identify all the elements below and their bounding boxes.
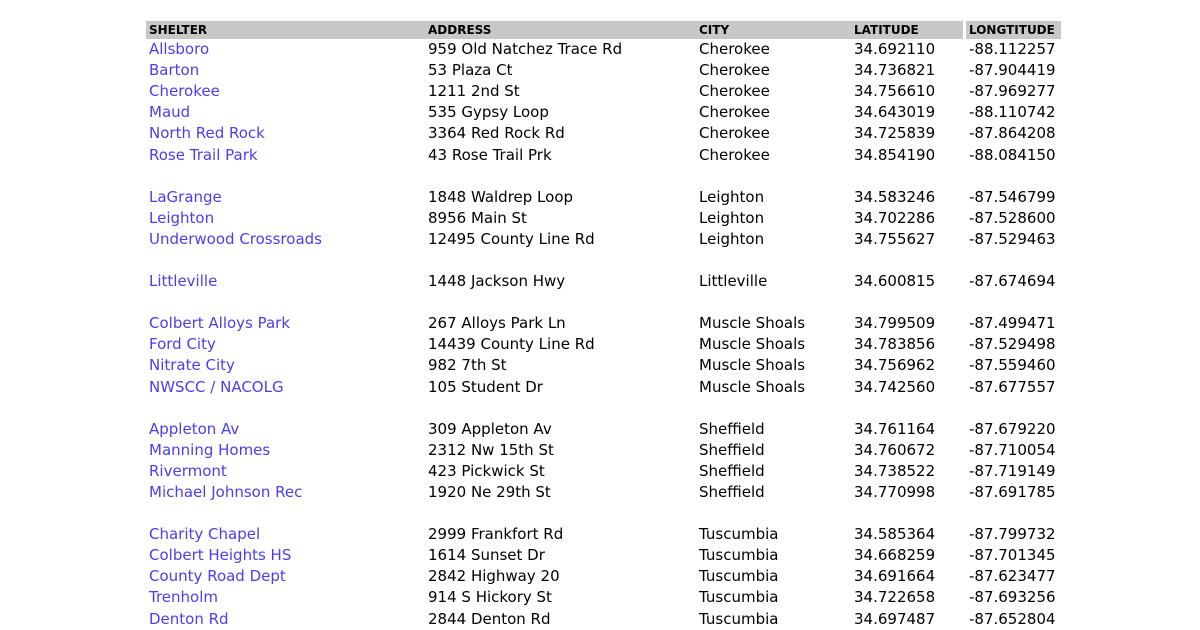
latitude-cell: 34.854190 xyxy=(854,145,936,164)
latitude-cell: 34.691664 xyxy=(854,567,936,586)
column-header-shelter: SHELTER xyxy=(146,21,425,39)
spacer-cell xyxy=(146,166,1061,187)
longitude-cell: -87.623477 xyxy=(969,567,1056,586)
address-cell: 53 Plaza Ct xyxy=(428,61,513,80)
city-cell: Tuscumbia xyxy=(699,525,779,544)
latitude-cell: 34.585364 xyxy=(854,525,936,544)
shelter-name-link[interactable]: Cherokee xyxy=(149,82,220,101)
column-header-longitude: LONGTITUDE xyxy=(966,21,1061,39)
shelter-name-link[interactable]: Barton xyxy=(149,61,200,80)
shelter-name-link[interactable]: Maud xyxy=(149,103,191,122)
longitude-cell: -87.674694 xyxy=(969,272,1056,291)
longitude-cell: -88.110742 xyxy=(969,103,1056,122)
column-header-address: ADDRESS xyxy=(425,21,696,39)
longitude-cell: -87.693256 xyxy=(969,588,1056,607)
latitude-cell: 34.668259 xyxy=(854,546,936,565)
shelter-name-link[interactable]: LaGrange xyxy=(149,187,222,206)
address-cell: 423 Pickwick St xyxy=(428,461,545,480)
latitude-cell: 34.583246 xyxy=(854,187,936,206)
city-cell: Muscle Shoals xyxy=(699,356,806,375)
city-cell: Tuscumbia xyxy=(699,609,779,628)
address-cell: 43 Rose Trail Prk xyxy=(428,145,552,164)
latitude-cell: 34.799509 xyxy=(854,314,936,333)
longitude-cell: -87.546799 xyxy=(969,187,1056,206)
shelter-name-link[interactable]: Michael Johnson Rec xyxy=(149,483,303,502)
latitude-cell: 34.692110 xyxy=(854,40,936,59)
city-cell: Sheffield xyxy=(699,461,765,480)
latitude-cell: 34.756610 xyxy=(854,82,936,101)
city-cell: Tuscumbia xyxy=(699,588,779,607)
table-row xyxy=(146,482,1061,503)
longitude-cell: -87.969277 xyxy=(969,82,1056,101)
longitude-cell: -87.864208 xyxy=(969,124,1056,143)
latitude-cell: 34.783856 xyxy=(854,335,936,354)
longitude-cell: -87.528600 xyxy=(969,208,1056,227)
spacer-cell xyxy=(146,503,1061,524)
column-header-latitude: LATITUDE xyxy=(851,21,963,39)
latitude-cell: 34.755627 xyxy=(854,229,936,248)
header-row xyxy=(146,21,1061,39)
address-cell: 1614 Sunset Dr xyxy=(428,546,545,565)
table-row xyxy=(146,440,1061,461)
table-row xyxy=(146,334,1061,355)
latitude-cell: 34.725839 xyxy=(854,124,936,143)
table-row xyxy=(146,461,1061,482)
latitude-cell: 34.742560 xyxy=(854,377,936,396)
address-cell: 14439 County Line Rd xyxy=(428,335,595,354)
address-cell: 1920 Ne 29th St xyxy=(428,483,551,502)
group-spacer xyxy=(146,250,1061,271)
address-cell: 1211 2nd St xyxy=(428,82,520,101)
latitude-cell: 34.643019 xyxy=(854,103,936,122)
table-row xyxy=(146,545,1061,566)
city-cell: Sheffield xyxy=(699,419,765,438)
table-header xyxy=(146,21,1061,39)
table-row xyxy=(146,81,1061,102)
address-cell: 982 7th St xyxy=(428,356,507,375)
shelter-name-link[interactable]: Leighton xyxy=(149,208,215,227)
longitude-cell: -87.499471 xyxy=(969,314,1056,333)
shelter-name-link[interactable]: Rose Trail Park xyxy=(149,145,258,164)
shelter-name-link[interactable]: Allsboro xyxy=(149,40,210,59)
shelter-table xyxy=(146,21,1061,630)
table-row xyxy=(146,566,1061,587)
table-row xyxy=(146,187,1061,208)
longitude-cell: -87.799732 xyxy=(969,525,1056,544)
table-row xyxy=(146,609,1061,630)
city-cell: Leighton xyxy=(699,187,765,206)
shelter-name-link[interactable]: Trenholm xyxy=(149,588,218,607)
address-cell: 1848 Waldrep Loop xyxy=(428,187,574,206)
table-row xyxy=(146,419,1061,440)
latitude-cell: 34.770998 xyxy=(854,483,936,502)
longitude-cell: -87.719149 xyxy=(969,461,1056,480)
longitude-cell: -87.559460 xyxy=(969,356,1056,375)
longitude-cell: -87.904419 xyxy=(969,61,1056,80)
city-cell: Muscle Shoals xyxy=(699,377,806,396)
city-cell: Cherokee xyxy=(699,145,770,164)
latitude-cell: 34.702286 xyxy=(854,208,936,227)
shelter-name-link[interactable]: Rivermont xyxy=(149,461,227,480)
latitude-cell: 34.736821 xyxy=(854,61,936,80)
shelter-name-link[interactable]: Manning Homes xyxy=(149,440,271,459)
spacer-cell xyxy=(146,292,1061,313)
shelter-name-link[interactable]: Colbert Heights HS xyxy=(149,546,292,565)
shelter-name-link[interactable]: Colbert Alloys Park xyxy=(149,314,291,333)
spacer-cell xyxy=(146,250,1061,271)
shelter-name-link[interactable]: Nitrate City xyxy=(149,356,235,375)
address-cell: 914 S Hickory St xyxy=(428,588,552,607)
column-header-city: CITY xyxy=(696,21,851,39)
longitude-cell: -87.652804 xyxy=(969,609,1056,628)
city-cell: Sheffield xyxy=(699,483,765,502)
group-spacer xyxy=(146,503,1061,524)
latitude-cell: 34.756962 xyxy=(854,356,936,375)
group-spacer xyxy=(146,166,1061,187)
latitude-cell: 34.722658 xyxy=(854,588,936,607)
shelter-name-link[interactable]: Charity Chapel xyxy=(149,525,261,544)
shelter-name-link[interactable]: County Road Dept xyxy=(149,567,286,586)
address-cell: 267 Alloys Park Ln xyxy=(428,314,566,333)
table-row xyxy=(146,208,1061,229)
city-cell: Littleville xyxy=(699,272,768,291)
group-spacer xyxy=(146,292,1061,313)
longitude-cell: -87.701345 xyxy=(969,546,1056,565)
longitude-cell: -87.529498 xyxy=(969,335,1056,354)
city-cell: Sheffield xyxy=(699,440,765,459)
address-cell: 2312 Nw 15th St xyxy=(428,440,554,459)
address-cell: 535 Gypsy Loop xyxy=(428,103,549,122)
latitude-cell: 34.760672 xyxy=(854,440,936,459)
latitude-cell: 34.738522 xyxy=(854,461,936,480)
spacer-cell xyxy=(146,398,1061,419)
longitude-cell: -87.710054 xyxy=(969,440,1056,459)
shelter-name-link[interactable]: NWSCC / NACOLG xyxy=(149,377,284,396)
table-row xyxy=(146,524,1061,545)
table-row xyxy=(146,271,1061,292)
latitude-cell: 34.600815 xyxy=(854,272,936,291)
longitude-cell: -88.112257 xyxy=(969,40,1056,59)
city-cell: Cherokee xyxy=(699,61,770,80)
table-row xyxy=(146,144,1061,165)
address-cell: 959 Old Natchez Trace Rd xyxy=(428,40,623,59)
city-cell: Cherokee xyxy=(699,103,770,122)
city-cell: Cherokee xyxy=(699,40,770,59)
address-cell: 1448 Jackson Hwy xyxy=(428,272,566,291)
city-cell: Leighton xyxy=(699,208,765,227)
longitude-cell: -87.679220 xyxy=(969,419,1056,438)
table-row xyxy=(146,355,1061,376)
latitude-cell: 34.697487 xyxy=(854,609,936,628)
city-cell: Cherokee xyxy=(699,124,770,143)
table-row xyxy=(146,39,1061,60)
address-cell: 2842 Highway 20 xyxy=(428,567,560,586)
city-cell: Cherokee xyxy=(699,82,770,101)
city-cell: Leighton xyxy=(699,229,765,248)
shelter-name-link[interactable]: Ford City xyxy=(149,335,216,354)
shelter-name-link[interactable]: Underwood Crossroads xyxy=(149,229,322,248)
table-body xyxy=(146,39,1061,630)
address-cell: 3364 Red Rock Rd xyxy=(428,124,565,143)
address-cell: 8956 Main St xyxy=(428,208,527,227)
address-cell: 105 Student Dr xyxy=(428,377,543,396)
table-row xyxy=(146,229,1061,250)
latitude-cell: 34.761164 xyxy=(854,419,936,438)
shelter-name-link[interactable]: Appleton Av xyxy=(149,419,240,438)
address-cell: 2999 Frankfort Rd xyxy=(428,525,564,544)
address-cell: 309 Appleton Av xyxy=(428,419,552,438)
longitude-cell: -87.677557 xyxy=(969,377,1056,396)
longitude-cell: -88.084150 xyxy=(969,145,1056,164)
table-row xyxy=(146,102,1061,123)
shelter-name-link[interactable]: Denton Rd xyxy=(149,609,229,628)
table-row xyxy=(146,123,1061,144)
longitude-cell: -87.691785 xyxy=(969,483,1056,502)
address-cell: 2844 Denton Rd xyxy=(428,609,551,628)
shelter-name-link[interactable]: North Red Rock xyxy=(149,124,265,143)
address-cell: 12495 County Line Rd xyxy=(428,229,595,248)
table-row xyxy=(146,313,1061,334)
city-cell: Muscle Shoals xyxy=(699,314,806,333)
table-row xyxy=(146,377,1061,398)
shelter-name-link[interactable]: Littleville xyxy=(149,272,218,291)
longitude-cell: -87.529463 xyxy=(969,229,1056,248)
city-cell: Tuscumbia xyxy=(699,546,779,565)
city-cell: Tuscumbia xyxy=(699,567,779,586)
city-cell: Muscle Shoals xyxy=(699,335,806,354)
group-spacer xyxy=(146,398,1061,419)
table-row xyxy=(146,587,1061,608)
table-row xyxy=(146,60,1061,81)
